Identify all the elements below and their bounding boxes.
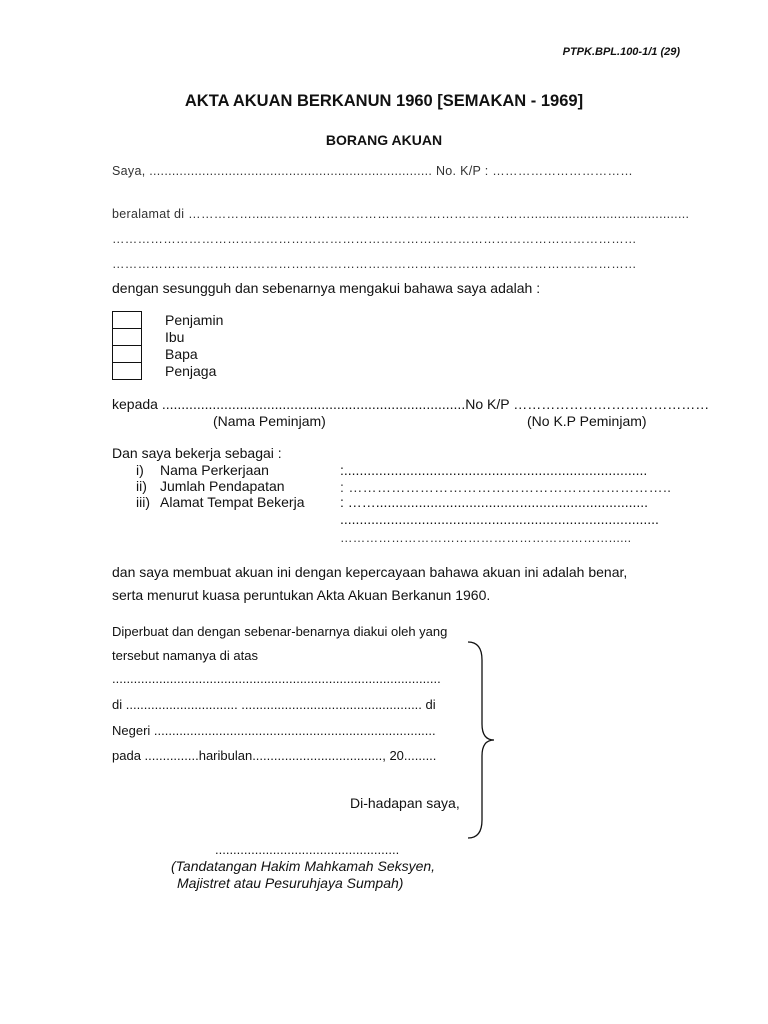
- before-me-label: Di-hadapan saya,: [350, 795, 460, 811]
- employment-item-value-2: : …………………………………………………………..: [340, 479, 672, 495]
- employment-item-label-2: Jumlah Pendapatan: [160, 478, 285, 494]
- employment-intro: Dan saya bekerja sebagai :: [112, 445, 282, 461]
- work-address-extra-1: ..................................................................................: [340, 511, 659, 527]
- signing-line-1: Diperbuat dan dengan sebenar-benarnya diakui oleh yang: [112, 624, 448, 639]
- address-line-2: ……………………………………………………………………………………………………………: [112, 232, 637, 246]
- witness-signature-dots: ...................................................: [215, 842, 400, 857]
- form-title: AKTA AKUAN BERKANUN 1960 [SEMAKAN - 1969]: [184, 92, 584, 110]
- borrower-line: kepada ..............................................................................No K/P ……………………………………: [112, 396, 710, 412]
- declaration-line-1: dan saya membuat akuan ini dengan kepercayaan bahawa akuan ini adalah benar,: [112, 564, 628, 580]
- address-line-3: ……………………………………………………………………………………………………………: [112, 257, 637, 271]
- role-checkboxes: [112, 311, 142, 380]
- role-label-penjaga: Penjaga: [165, 363, 217, 379]
- employment-item-value-3: : ……......................................................................: [340, 494, 649, 510]
- signing-line-4: di ............................... .................................................. di: [112, 697, 436, 712]
- witness-caption-line-1: (Tandatangan Hakim Mahkamah Seksyen,: [171, 858, 436, 874]
- employment-item-value-1: :..............................................................................: [340, 462, 648, 478]
- role-label-penjamin: Penjamin: [165, 312, 224, 328]
- checkbox-bapa[interactable]: [112, 345, 142, 363]
- role-label-bapa: Bapa: [165, 346, 198, 362]
- employment-item-label-1: Nama Perkerjaan: [160, 462, 269, 478]
- signing-line-5: Negeri ..............................................................................: [112, 723, 436, 738]
- employment-item-num-1: i): [136, 462, 144, 478]
- signing-line-3: ...........................................................................................: [112, 671, 441, 686]
- witness-caption-line-2: Majistret atau Pesuruhjaya Sumpah): [177, 875, 404, 891]
- checkbox-ibu[interactable]: [112, 328, 142, 346]
- curly-brace: [466, 640, 496, 840]
- declaration-line-2: serta menurut kuasa peruntukan Akta Akuan Berkanun 1960.: [112, 587, 491, 603]
- checkbox-penjaga[interactable]: [112, 362, 142, 380]
- declarant-name-line: Saya, ........................................................................... No. K/P : ……………………………: [112, 164, 634, 178]
- signing-line-6: pada ...............haribulan...................................., 20.........: [112, 748, 437, 763]
- employment-item-num-3: iii): [136, 494, 150, 510]
- role-label-ibu: Ibu: [165, 329, 185, 345]
- borrower-name-label: (Nama Peminjam): [213, 413, 326, 429]
- address-line-1: beralamat di ……………......……………………………………………………..........................................: [112, 207, 690, 221]
- signing-line-2: tersebut namanya di atas: [112, 648, 258, 663]
- employment-item-label-3: Alamat Tempat Bekerja: [160, 494, 305, 510]
- form-reference-code: PTPK.BPL.100-1/1 (29): [562, 46, 680, 58]
- declaration-statement: dengan sesungguh dan sebenarnya mengakui bahawa saya adalah :: [112, 280, 541, 296]
- work-address-extra-2: ………………………………………………………......: [340, 531, 632, 545]
- borrower-ic-label: (No K.P Peminjam): [527, 413, 647, 429]
- form-subtitle: BORANG AKUAN: [325, 132, 443, 148]
- employment-item-num-2: ii): [136, 478, 147, 494]
- checkbox-penjamin[interactable]: [112, 311, 142, 329]
